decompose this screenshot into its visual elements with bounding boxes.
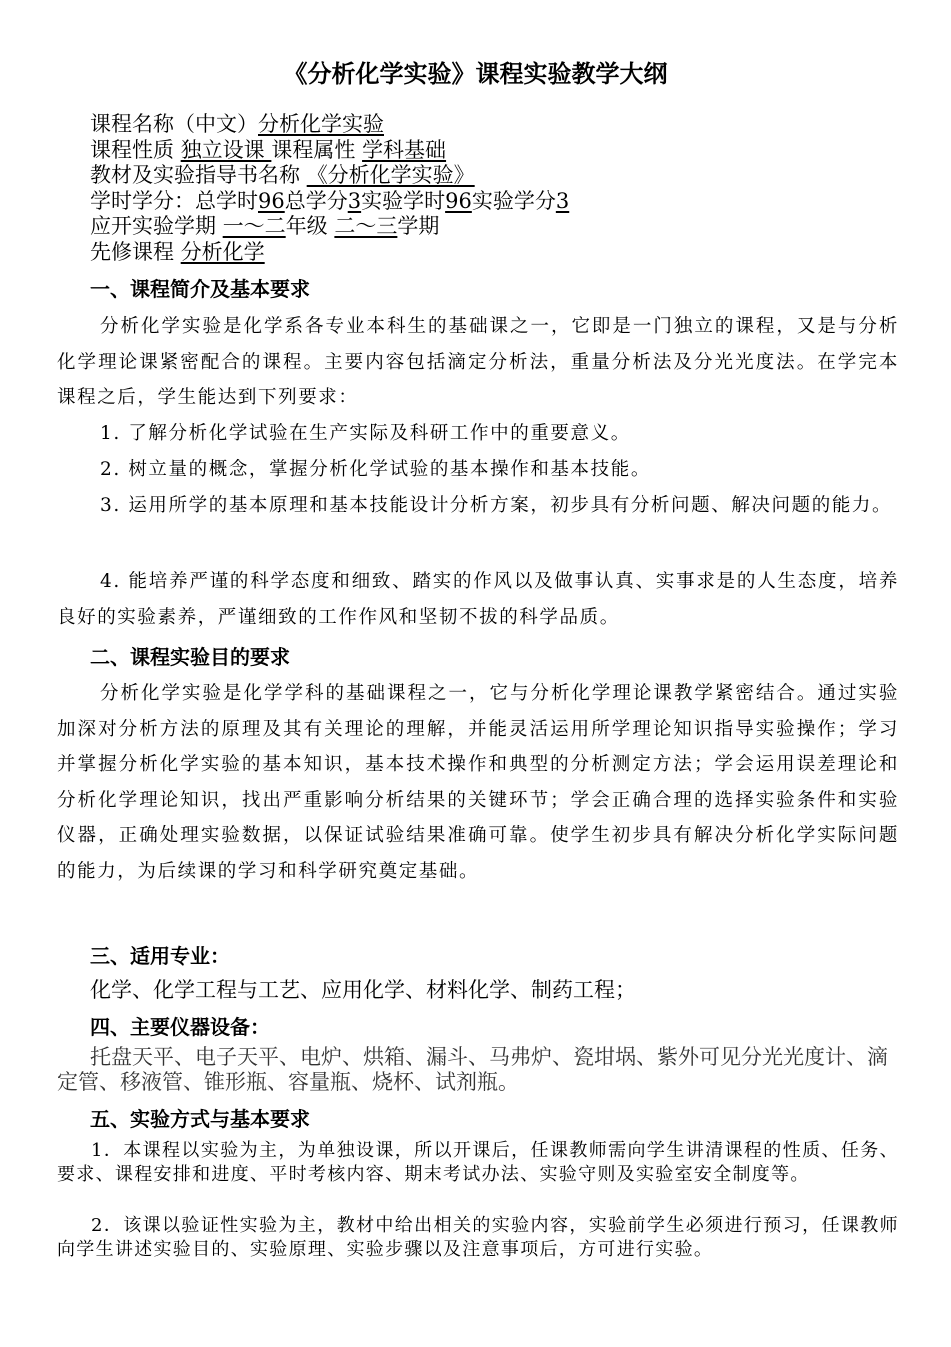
textbook-row <box>90 163 569 189</box>
course-name-row <box>90 112 569 138</box>
prereq-value: 分析化学 <box>180 239 265 264</box>
section5-item-2: 2．该课以验证性实验为主，教材中给出相关的实验内容，实验前学生必须进行预习，任课教师向学生讲述实验目的、实验原理、实验步骤以及注意事项后，方可进行实验。 <box>57 1215 899 1260</box>
section1-item-1: 1. 了解分析化学试验在生产实际及科研工作中的重要意义。 <box>100 423 631 444</box>
section4-heading: 四、主要仪器设备： <box>90 1015 270 1039</box>
exp-hours-label: 实验学时 <box>361 188 446 213</box>
grade-value: 一～二 <box>222 214 286 238</box>
course-nature-row <box>90 138 569 164</box>
section5-item-1: 1．本课程以实验为主，为单独设课，所以开课后，任课教师需向学生讲清课程的性质、任务、要求、课程安排和进度、平时考核内容、期末考试办法、实验守则及实验室安全制度等。 <box>57 1140 899 1185</box>
section1-item-4: 4. 能培养严谨的科学态度和细致、踏实的作风以及做事认真、实事求是的人生态度，培养良好的实验素养，严谨细致的工作作风和坚韧不拔的科学品质。 <box>57 571 899 628</box>
section1-item-2: 2. 树立量的概念，掌握分析化学试验的基本操作和基本技能。 <box>100 459 651 480</box>
course-nature-value: 独立设课 <box>180 137 272 162</box>
course-info-block <box>90 112 569 265</box>
total-credit-label: 总学分 <box>284 188 348 213</box>
course-attr-label: 课程属性 <box>271 137 363 162</box>
section3-heading: 三、适用专业： <box>90 944 230 968</box>
term-value: 二～三 <box>334 214 398 238</box>
semester-row <box>90 214 569 240</box>
total-credit-value: 3 <box>347 188 362 213</box>
course-name-label: 课程名称（中文） <box>90 112 258 136</box>
hours-label: 学时学分：总学时 <box>90 188 258 213</box>
semester-label: 应开实验学期 <box>90 214 223 238</box>
section5-heading: 五、实验方式与基本要求 <box>90 1107 310 1131</box>
course-attr-value: 学科基础 <box>362 137 447 162</box>
total-hours-value: 96 <box>258 188 285 213</box>
section3-body: 化学、化学工程与工艺、应用化学、材料化学、制药工程； <box>90 978 636 1002</box>
section1-intro: 分析化学实验是化学系各专业本科生的基础课之一，它即是一门独立的课程，又是与分析化学理论课紧密配合的课程。主要内容包括滴定分析法，重量分析法及分光光度法。在学完本课程之后，学生能达到下列要求： <box>57 316 899 408</box>
prereq-label: 先修课程 <box>90 239 181 264</box>
textbook-value: 《分析化学实验》 <box>306 163 475 187</box>
term-label: 学期 <box>397 214 440 238</box>
grade-label: 年级 <box>285 214 335 238</box>
course-nature-label: 课程性质 <box>90 137 181 162</box>
course-name-value: 分析化学实验 <box>258 112 384 136</box>
exp-credit-label: 实验学分 <box>471 188 556 213</box>
section2-heading: 二、课程实验目的要求 <box>90 645 290 669</box>
document-title: 《分析化学实验》课程实验教学大纲 <box>283 60 668 88</box>
section1-heading: 一、课程简介及基本要求 <box>90 277 310 301</box>
prerequisite-row <box>90 240 569 266</box>
section4-body: 托盘天平、电子天平、电炉、烘箱、漏斗、马弗炉、瓷坩埚、紫外可见分光光度计、滴定管、移液管、锥形瓶、容量瓶、烧杯、试剂瓶。 <box>57 1045 888 1094</box>
section1-item-3: 3. 运用所学的基本原理和基本技能设计分析方案，初步具有分析问题、解决问题的能力。 <box>100 495 893 516</box>
section2-body: 分析化学实验是化学学科的基础课程之一，它与分析化学理论课教学紧密结合。通过实验加深对分析方法的原理及其有关理论的理解，并能灵活运用所学理论知识指导实验操作；学习并掌握分析化学实验的基本知识，基本技术操作和典型的分析测定方法；学会运用误差理论和分析化学理论知识，找出严重影响分析结果的关键环节；学会正确合理的选择实验条件和实验仪器，正确处理实验数据，以保证试验结果准确可靠。使学生初步具有解决分析化学实际问题的能力，为后续课的学习和科学研究奠定基础。 <box>57 683 899 882</box>
textbook-label: 教材及实验指导书名称 <box>90 163 307 187</box>
exp-credit-value: 3 <box>555 188 570 213</box>
exp-hours-value: 96 <box>445 188 472 213</box>
hours-credits-row <box>90 189 569 215</box>
